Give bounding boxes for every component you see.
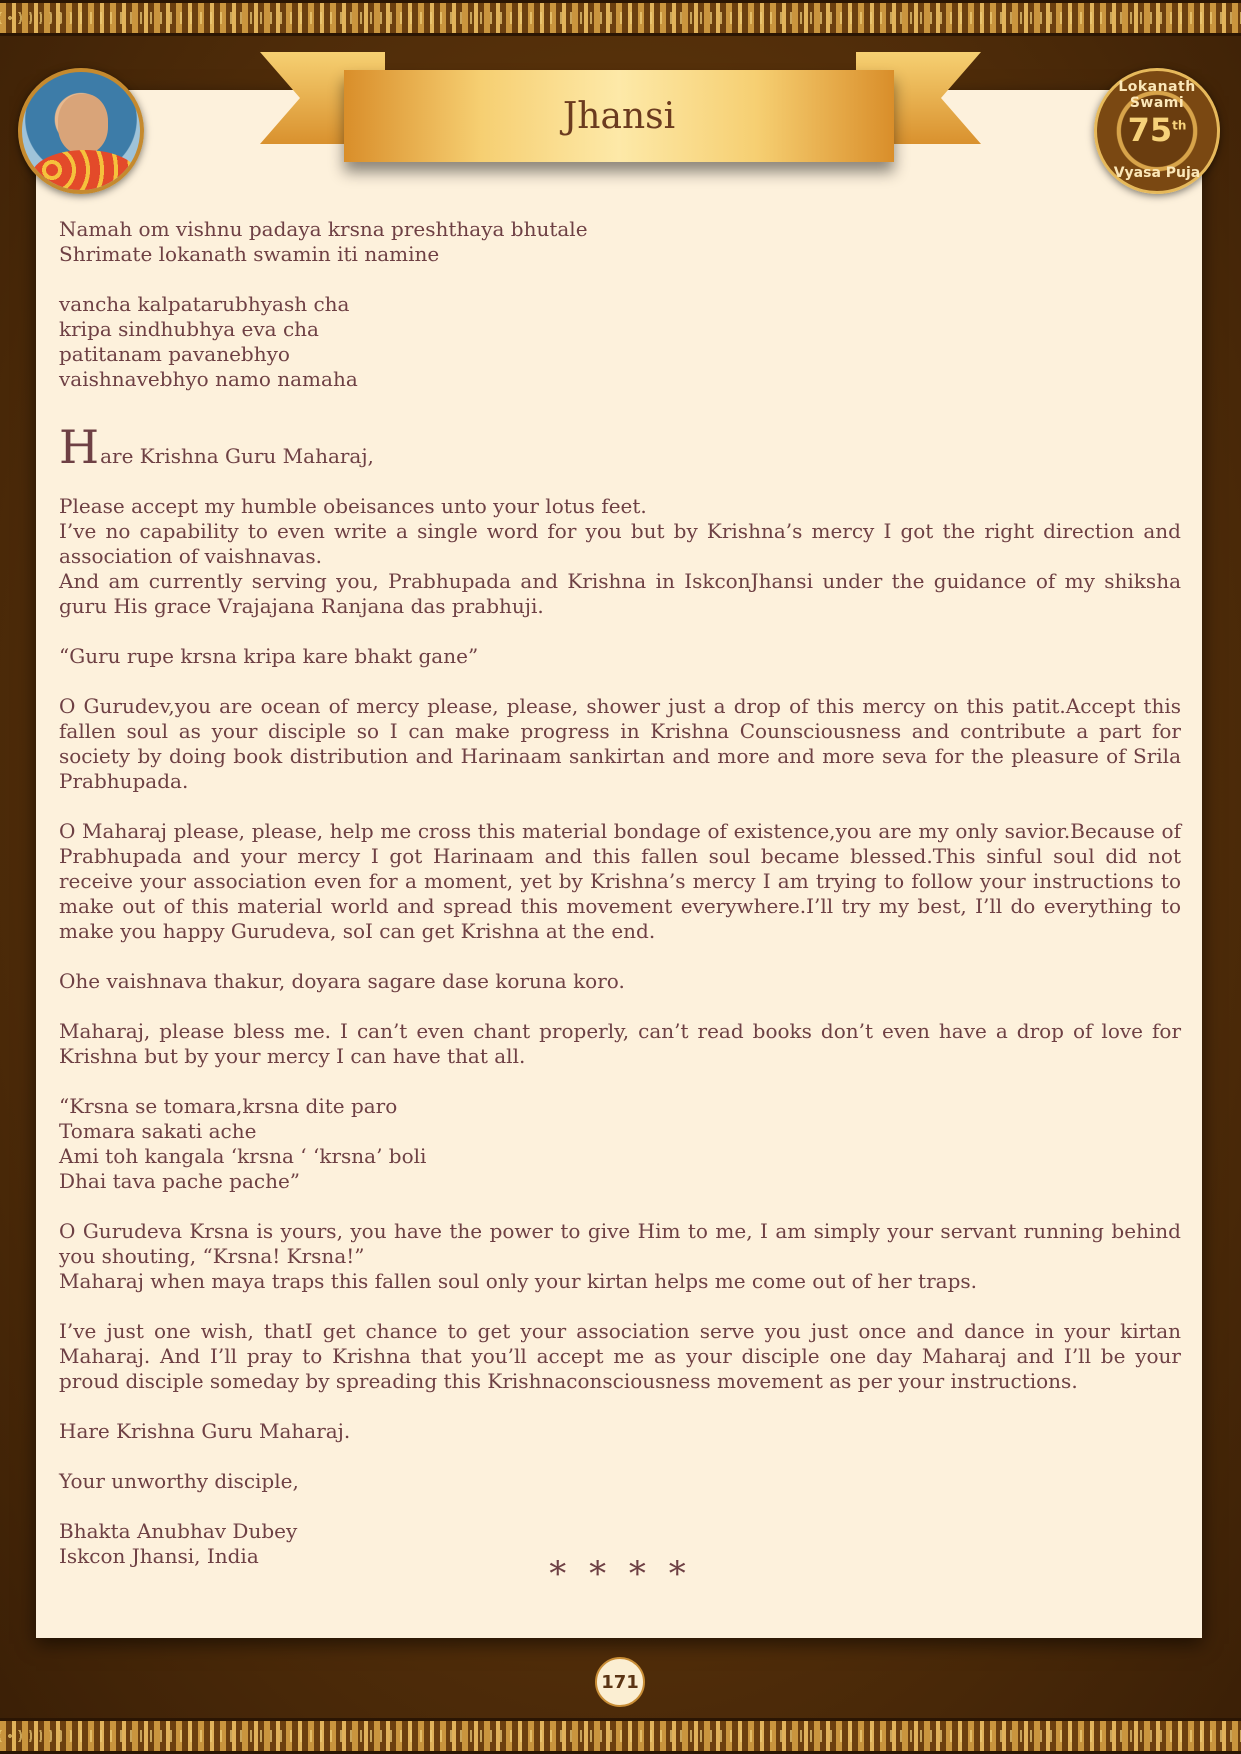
portrait-garland <box>32 150 138 194</box>
page-title: Jhansi <box>562 95 676 137</box>
badge-number-suffix: th <box>1172 118 1187 133</box>
invocation-line-1: Namah om vishnu padaya krsna preshthaya bhutale <box>59 217 588 241</box>
bottom-ornamental-border <box>0 1718 1241 1754</box>
salutation-text: are Krishna Guru Maharaj, <box>100 444 374 468</box>
song-line-2: Tomara sakati ache <box>59 1119 257 1143</box>
song-line-3: Ami toh kangala ‘krsna ‘ ‘krsna’ boli <box>59 1144 427 1168</box>
closing-sign-off: Your unworthy disciple, <box>59 1469 299 1493</box>
pranam-line-3: patitanam pavanebhyo <box>59 342 290 366</box>
paragraph-7: I’ve just one wish, thatI get chance to get your association serve you just once and dance in your kirtan Maharaj. And I’ll pray to Krishna that you’ll accept me as your disciple one day Maharaj and I’ll be your proud disciple someday by spreading this Krishnaconsciousness movement as per your instructions. <box>59 1319 1181 1393</box>
badge-top-text: Lokanath Swami <box>1118 79 1196 111</box>
song-line-1: “Krsna se tomara,krsna dite paro <box>59 1094 398 1118</box>
drop-cap: H <box>59 420 100 474</box>
paragraph-3: O Maharaj please, please, help me cross this material bondage of existence,you are my only savior.Because of Prabhupada and your mercy I got Harinaam and this fallen soul became blessed.This sinful soul did not receive your association even for a moment, yet by Krishna’s mercy I am trying to follow your instructions to make out of this material world and spread this movement everywhere.I’ll try my best, I’ll do everything to make you happy Gurudeva, soI can get Krishna at the end. <box>59 819 1181 943</box>
paragraph-1-line-1: Please accept my humble obeisances unto your lotus feet. <box>59 494 647 518</box>
badge-number-value: 75 <box>1127 111 1173 149</box>
pranam-line-1: vancha kalpatarubhyash cha <box>59 292 350 316</box>
paragraph-2: O Gurudev,you are ocean of mercy please, please, shower just a drop of this mercy on this patit.Accept this fallen soul as your disciple so I can make progress in Krishna Counsciousness and contribute a part for society by doing book distribution and Harinaam sankirtan and more and more seva for the pleasure of Srila Prabhupada. <box>59 694 1181 793</box>
salutation <box>59 420 1181 474</box>
paragraph-5: Maharaj, please bless me. I can’t even chant properly, can’t read books don’t even have a drop of love for Krishna but by your mercy I can have that all. <box>59 1019 1181 1068</box>
title-banner <box>344 70 894 162</box>
signature-name: Bhakta Anubhav Dubey <box>59 1519 298 1543</box>
quote-1: “Guru rupe krsna kripa kare bhakt gane” <box>59 644 479 668</box>
paragraph-6b: Maharaj when maya traps this fallen soul only your kirtan helps me come out of her traps. <box>59 1269 977 1293</box>
paragraph-4: Ohe vaishnava thakur, doyara sagare dase koruna koro. <box>59 969 625 993</box>
invocation-line-2: Shrimate lokanath swamin iti namine <box>59 242 440 266</box>
spacer <box>59 392 1181 427</box>
closing-greeting: Hare Krishna Guru Maharaj. <box>59 1419 351 1443</box>
badge-bottom-text: Vyasa Puja <box>1113 165 1201 181</box>
badge-number <box>1097 111 1217 149</box>
guru-portrait-avatar <box>18 68 144 194</box>
section-separator: * * * * <box>549 1554 692 1594</box>
paragraph-6a: O Gurudeva Krsna is yours, you have the power to give Him to me, I am simply your servant running behind you shouting, “Krsna! Krsna!” <box>59 1219 1181 1268</box>
vyasa-puja-75-badge <box>1094 68 1220 194</box>
pranam-line-2: kripa sindhubhya eva cha <box>59 317 319 341</box>
letter-body <box>59 217 1181 1569</box>
top-ornamental-border <box>0 0 1241 36</box>
portrait-face <box>58 94 108 154</box>
page-number: 171 <box>595 1657 645 1707</box>
pranam-line-4: vaishnavebhyo namo namaha <box>59 367 358 391</box>
song-line-4: Dhai tava pache pache” <box>59 1169 301 1193</box>
spacer <box>59 267 1181 292</box>
paragraph-1-line-2: I’ve no capability to even write a single word for you but by Krishna’s mercy I got the right direction and association of vaishnavas. <box>59 519 1181 568</box>
signature-location: Iskcon Jhansi, India <box>59 1544 259 1568</box>
paragraph-1-line-3: And am currently serving you, Prabhupada and Krishna in IskconJhansi under the guidance of my shiksha guru His grace Vrajajana Ranjana das prabhuji. <box>59 569 1181 618</box>
